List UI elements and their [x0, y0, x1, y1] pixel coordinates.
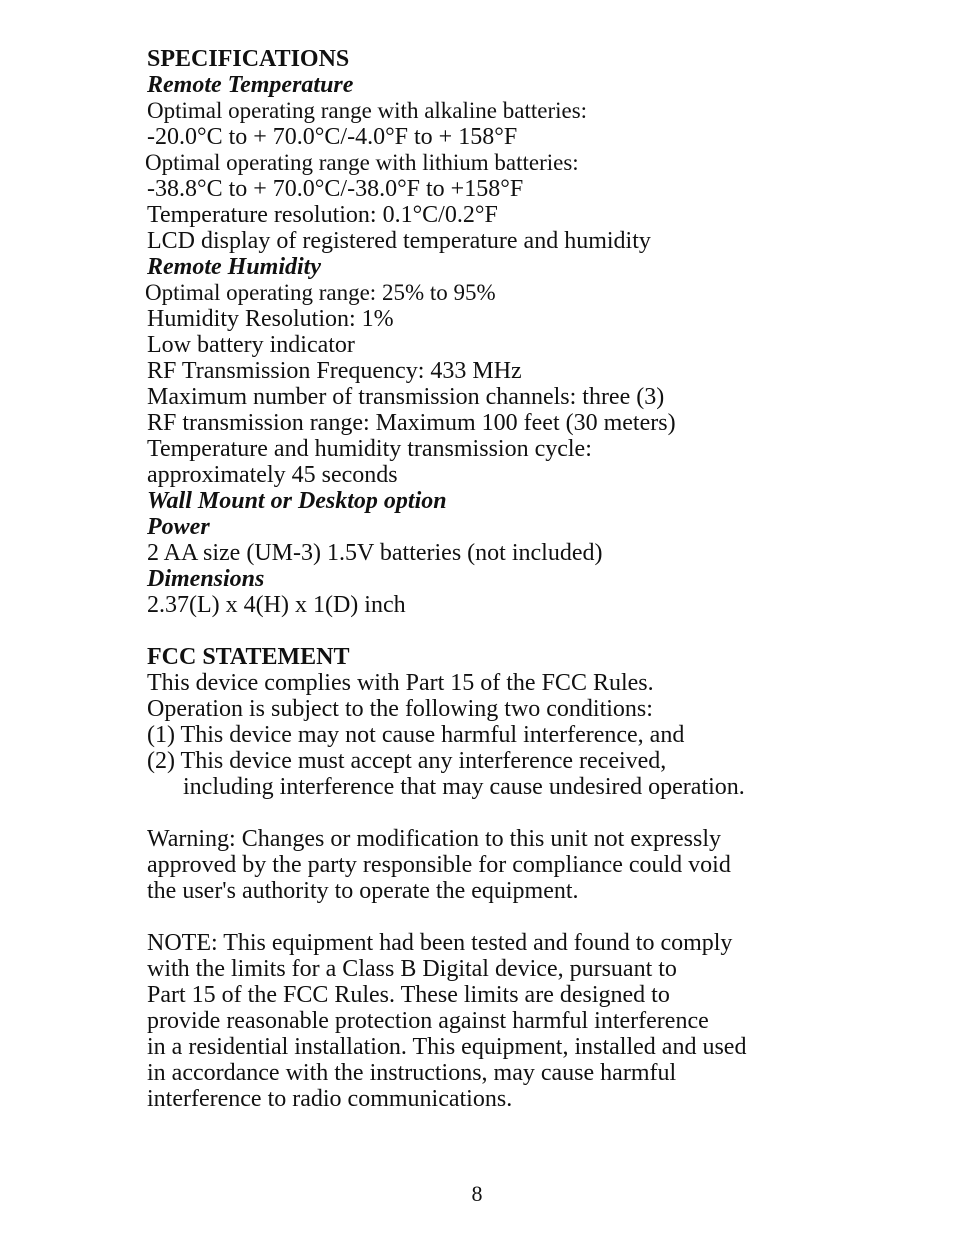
- spec-line: LCD display of registered temperature and humidity: [147, 228, 651, 254]
- paragraph-gap: [147, 800, 847, 826]
- note-line: provide reasonable protection against harmful interference: [147, 1008, 709, 1034]
- fcc-condition-1: (1) This device may not cause harmful interference, and: [147, 722, 685, 748]
- note-line: interference to radio communications.: [147, 1086, 513, 1112]
- warning-line: Warning: Changes or modification to this unit not expressly: [147, 826, 721, 852]
- page-number: 8: [471, 1181, 483, 1206]
- paragraph-gap: [147, 904, 847, 930]
- fcc-line: Operation is subject to the following two conditions:: [147, 696, 653, 722]
- spec-line: Maximum number of transmission channels: three (3): [147, 384, 665, 410]
- spec-line: RF Transmission Frequency: 433 MHz: [147, 358, 522, 384]
- note-line: in a residential installation. This equipment, installed and used: [147, 1034, 747, 1060]
- spec-line: Low battery indicator: [147, 332, 355, 358]
- spec-line: RF transmission range: Maximum 100 feet (30 meters): [147, 410, 676, 436]
- dimensions-title: Dimensions: [147, 566, 265, 592]
- section-gap: [147, 618, 847, 644]
- wall-mount-title: Wall Mount or Desktop option: [147, 488, 447, 514]
- spec-line: Optimal operating range with lithium batteries:: [145, 150, 579, 175]
- spec-line: -20.0°C to + 70.0°C/-4.0°F to + 158°F: [147, 124, 518, 150]
- note-line: Part 15 of the FCC Rules. These limits are designed to: [147, 982, 670, 1008]
- note-line: in accordance with the instructions, may cause harmful: [147, 1060, 677, 1086]
- warning-line: approved by the party responsible for compliance could void: [147, 852, 731, 878]
- spec-line: approximately 45 seconds: [147, 462, 398, 488]
- fcc-line: This device complies with Part 15 of the FCC Rules.: [147, 670, 654, 696]
- remote-temperature-title: Remote Temperature: [147, 72, 354, 98]
- note-line: with the limits for a Class B Digital device, pursuant to: [147, 956, 677, 982]
- page-content: [147, 46, 847, 1112]
- spec-line: -38.8°C to + 70.0°C/-38.0°F to +158°F: [147, 176, 524, 202]
- fcc-condition-2: (2) This device must accept any interference received,: [147, 748, 667, 774]
- note-line: NOTE: This equipment had been tested and found to comply: [147, 930, 733, 956]
- spec-line: Humidity Resolution: 1%: [147, 306, 394, 332]
- spec-line: Optimal operating range: 25% to 95%: [145, 280, 496, 305]
- spec-line: Optimal operating range with alkaline batteries:: [147, 98, 588, 123]
- fcc-heading: FCC STATEMENT: [147, 644, 350, 670]
- spec-line: Temperature resolution: 0.1°C/0.2°F: [147, 202, 498, 228]
- power-title: Power: [147, 514, 210, 540]
- spec-line: 2 AA size (UM-3) 1.5V batteries (not included): [147, 540, 603, 566]
- specifications-heading: SPECIFICATIONS: [147, 46, 350, 72]
- warning-line: the user's authority to operate the equipment.: [147, 878, 579, 904]
- remote-humidity-title: Remote Humidity: [147, 254, 321, 280]
- spec-line: Temperature and humidity transmission cycle:: [147, 436, 592, 462]
- fcc-condition-2-continued: including interference that may cause undesired operation.: [183, 774, 745, 800]
- spec-line: 2.37(L) x 4(H) x 1(D) inch: [147, 592, 406, 618]
